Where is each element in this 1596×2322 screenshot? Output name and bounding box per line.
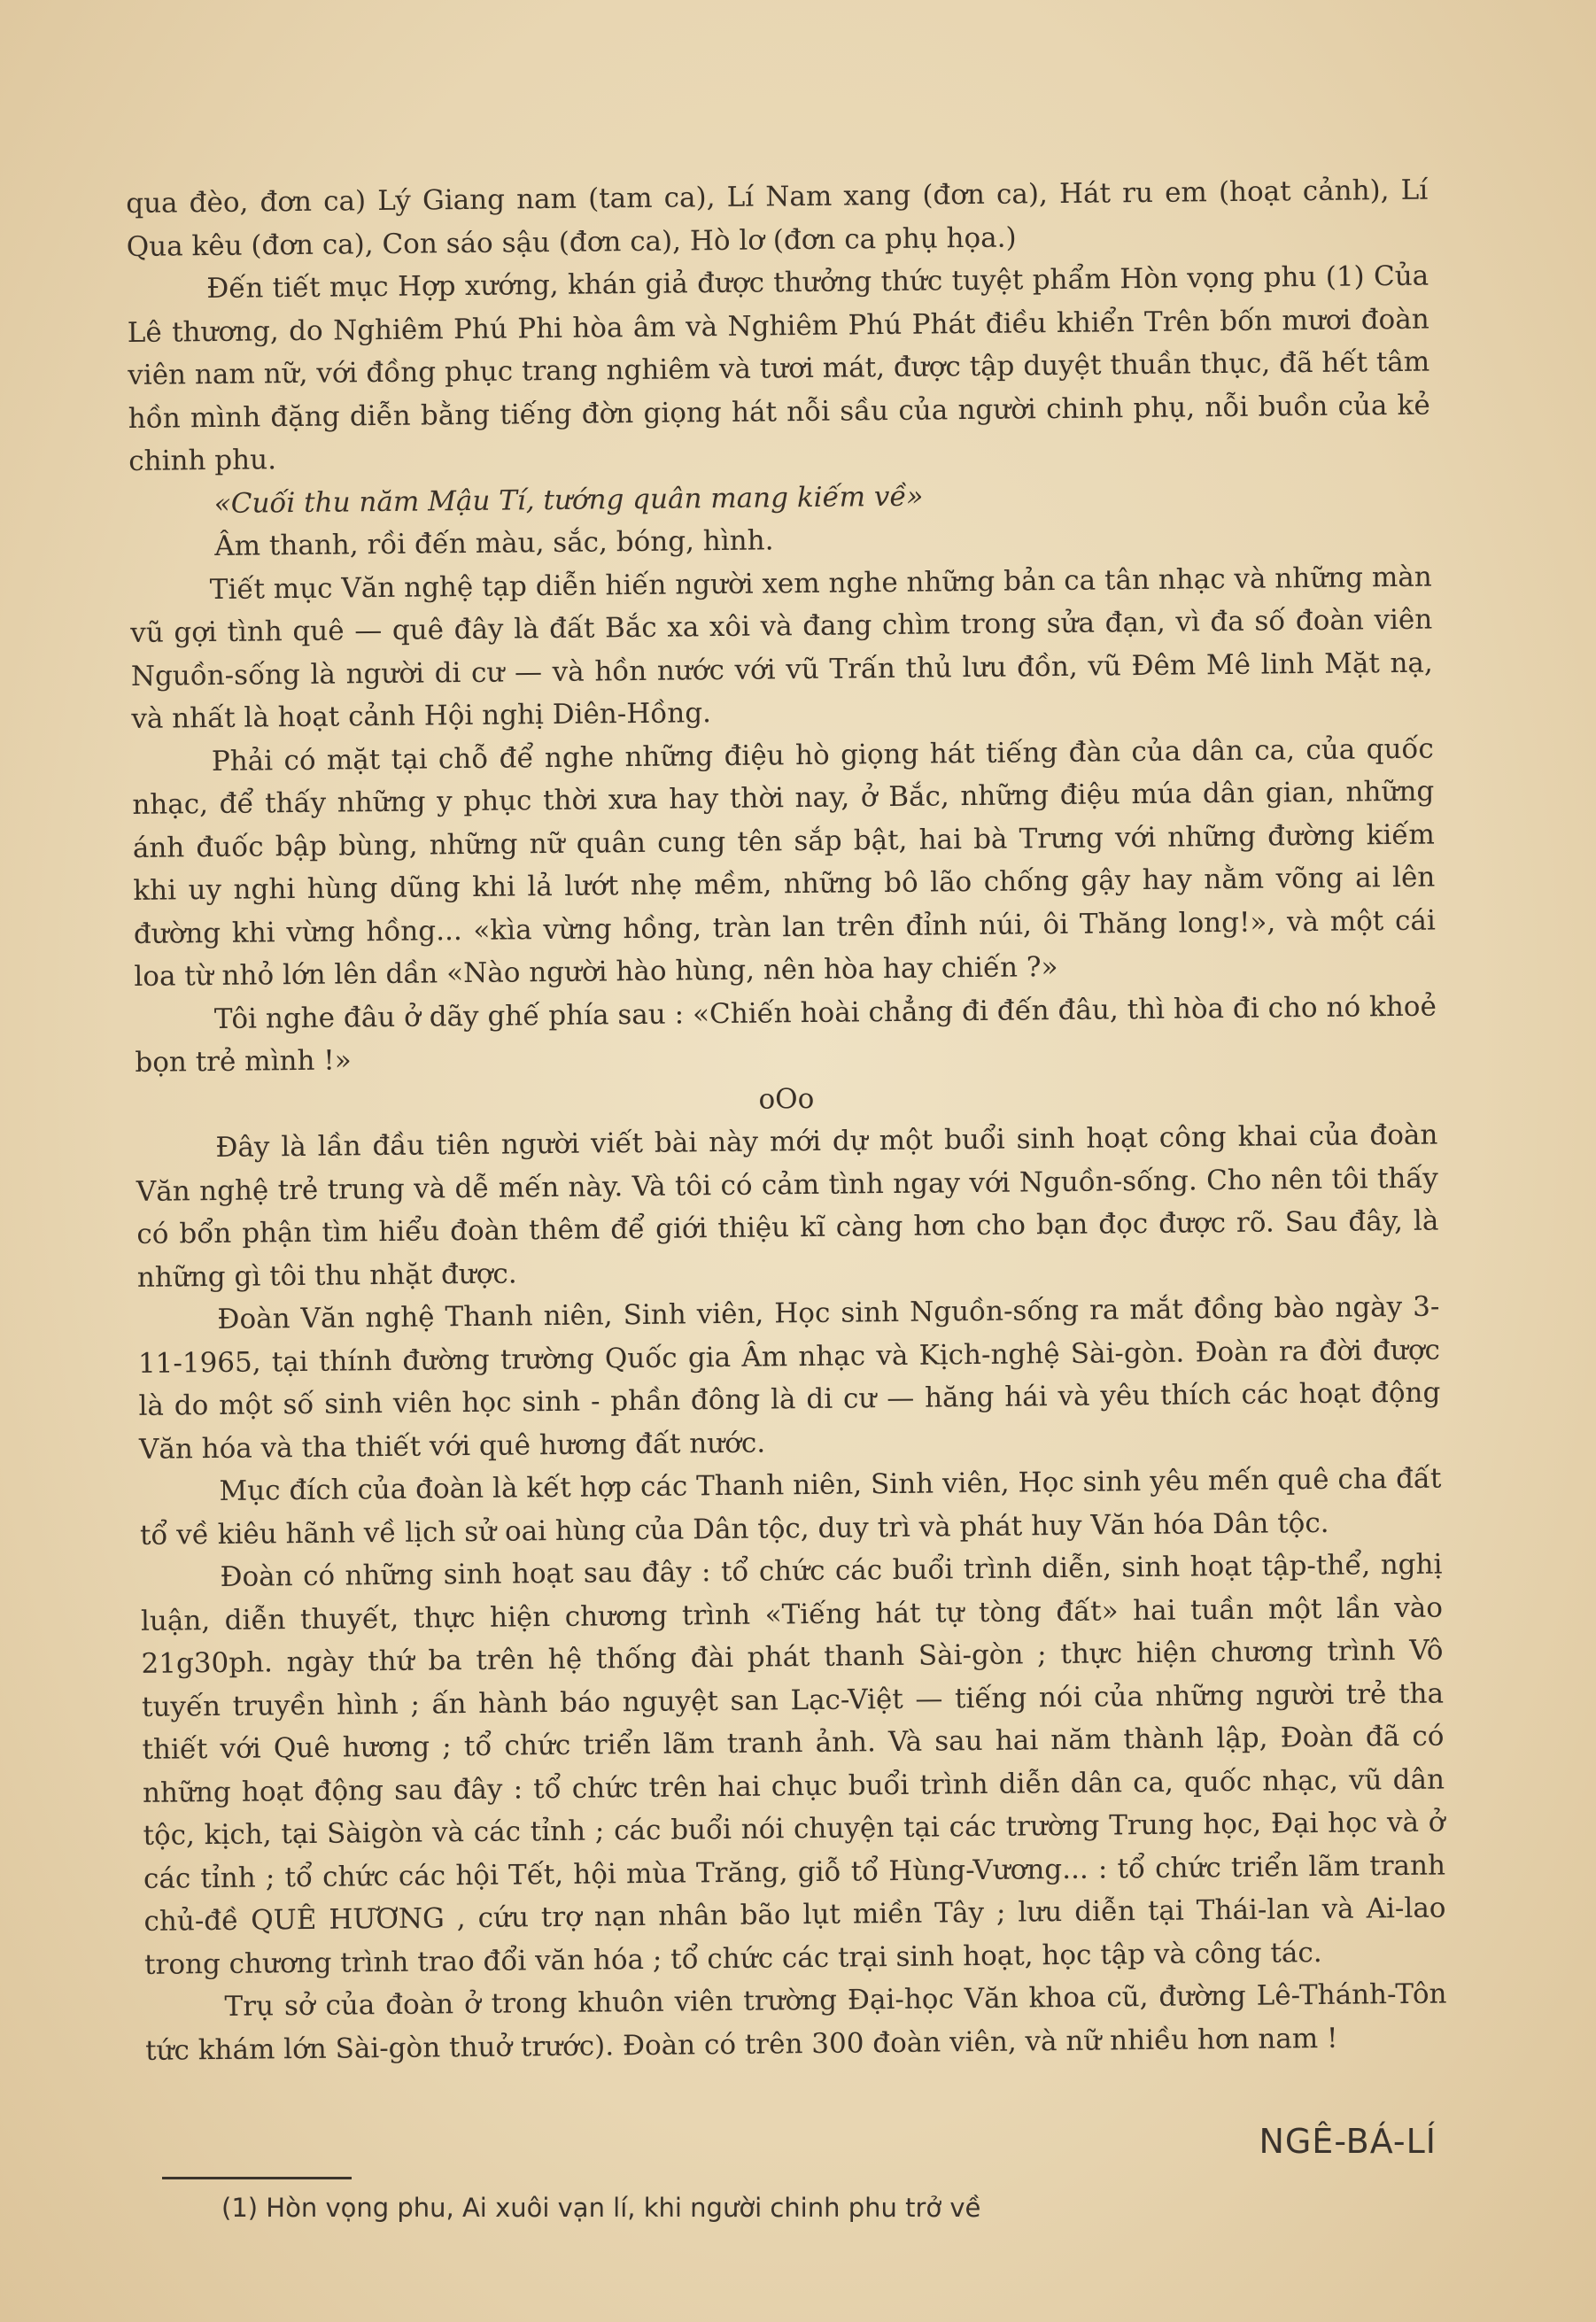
paragraph: Đoàn có những sinh hoạt sau đây : tổ chức các buổi trình diễn, sinh hoạt tập-thể, nghị luận, diễn thuyết, thực hiện chương trình «Tiếng hát tự tòng đất» hai tuần một lần vào 21g30ph. ngày thứ ba trên hệ thống đài phát thanh Sài-gòn ; thực hiện chương trình Vô tuyến truyền hình ; ấn hành báo nguyệt san Lạc-Việt — tiếng nói của những người trẻ tha thiết với Quê hương ; tổ chức triển lãm tranh ảnh. Và sau hai năm thành lập, Đoàn đã có những hoạt động sau đây : tổ chức trên hai chục buổi trình diễn dân ca, quốc nhạc, vũ dân tộc, kịch, tại Sàigòn và các tỉnh ; các buổi nói chuyện tại các trường Trung học, Đại học và ở các tỉnh ; tổ chức các hội Tết, hội mùa Trăng, giỗ tổ Hùng-Vương... : tổ chức triển lãm tranh chủ-đề QUÊ HƯƠNG , cứu trợ nạn nhân bão lụt miền Tây ; lưu diễn tại Thái-lan và Ai-lao trong chương trình trao đổi văn hóa ; tổ chức các trại sinh hoạt, học tập và công tác.: [140, 1548, 1446, 1981]
paragraph: Tiết mục Văn nghệ tạp diễn hiến người xem nghe những bản ca tân nhạc và những màn vũ gợi tình quê — quê đây là đất Bắc xa xôi và đang chìm trong sửa đạn, vì đa số đoàn viên Nguồn-sống là người di cư — và hồn nước với vũ Trấn thủ lưu đồn, vũ Đêm Mê linh Mặt nạ, và nhất là hoạt cảnh Hội nghị Diên-Hồng.: [130, 561, 1433, 735]
author-signature: NGÊ-BÁ-LÍ: [1259, 2122, 1437, 2161]
paragraph: Mục đích của đoàn là kết hợp các Thanh niên, Sinh viên, Học sinh yêu mến quê cha đất tổ về kiêu hãnh về lịch sử oai hùng của Dân tộc, duy trì và phát huy Văn hóa Dân tộc.: [139, 1462, 1442, 1552]
footnote: (1) Hòn vọng phu, Ai xuôi vạn lí, khi người chinh phu trở về: [221, 2193, 981, 2223]
article-body: [126, 169, 1447, 2072]
paragraph: Đây là lần đầu tiên người viết bài này mới dự một buổi sinh hoạt công khai của đoàn Văn nghệ trẻ trung và dễ mến này. Và tôi có cảm tình ngay với Nguồn-sống. Cho nên tôi thấy có bổn phận tìm hiểu đoàn thêm để giới thiệu kĩ càng hơn cho bạn đọc được rõ. Sau đây, là những gì tôi thu nhặt được.: [136, 1118, 1439, 1294]
verse-line: «Cuối thu năm Mậu Tí, tướng quân mang kiếm về»: [213, 480, 924, 520]
section-separator: oOo: [758, 1082, 815, 1116]
paragraph: Đến tiết mục Hợp xướng, khán giả được thưởng thức tuyệt phẩm Hòn vọng phu (1) Của Lê thương, do Nghiêm Phú Phi hòa âm và Nghiêm Phú Phát điều khiển Trên bốn mươi đoàn viên nam nữ, với đồng phục trang nghiêm và tươi mát, được tập duyệt thuần thục, đã hết tâm hồn mình đặng diễn bằng tiếng đờn giọng hát nỗi sầu của người chinh phụ, nỗi buồn của kẻ chinh phu.: [127, 259, 1430, 477]
footnote-divider: [162, 2177, 352, 2179]
paragraph: Trụ sở của đoàn ở trong khuôn viên trường Đại-học Văn khoa cũ, đường Lê-Thánh-Tôn tức khám lớn Sài-gòn thuở trước). Đoàn có trên 300 đoàn viên, và nữ nhiều hơn nam !: [144, 1978, 1447, 2067]
paragraph: qua đèo, đơn ca) Lý Giang nam (tam ca), Lí Nam xang (đơn ca), Hát ru em (hoạt cảnh), Lí Qua kêu (đơn ca), Con sáo sậu (đơn ca), Hò lơ (đơn ca phụ họa.): [126, 174, 1429, 263]
verse-line: Âm thanh, rồi đến màu, sắc, bóng, hình.: [214, 524, 774, 562]
paragraph: Phải có mặt tại chỗ để nghe những điệu hò giọng hát tiếng đàn của dân ca, của quốc nhạc, để thấy những y phục thời xưa hay thời nay, ở Bắc, những điệu múa dân gian, những ánh đuốc bập bùng, những nữ quân cung tên sắp bật, hai bà Trưng với những đường kiếm khi uy nghi hùng dũng khi lả lướt nhẹ mềm, những bô lão chống gậy hay nằm võng ai lên đường khi vừng hồng... «kìa vừng hồng, tràn lan trên đỉnh núi, ôi Thăng long!», và một cái loa từ nhỏ lớn lên dần «Nào người hào hùng, nên hòa hay chiến ?»: [132, 732, 1436, 993]
paragraph: Đoàn Văn nghệ Thanh niên, Sinh viên, Học sinh Nguồn-sống ra mắt đồng bào ngày 3-11-1965, tại thính đường trường Quốc gia Âm nhạc và Kịch-nghệ Sài-gòn. Đoàn ra đời được là do một số sinh viên học sinh - phần đông là di cư — hăng hái và yêu thích các hoạt động Văn hóa và tha thiết với quê hương đất nước.: [137, 1290, 1441, 1466]
paragraph: Tôi nghe đâu ở dãy ghế phía sau : «Chiến hoài chẳng đi đến đâu, thì hòa đi cho nó khoẻ bọn trẻ mình !»: [135, 990, 1437, 1079]
